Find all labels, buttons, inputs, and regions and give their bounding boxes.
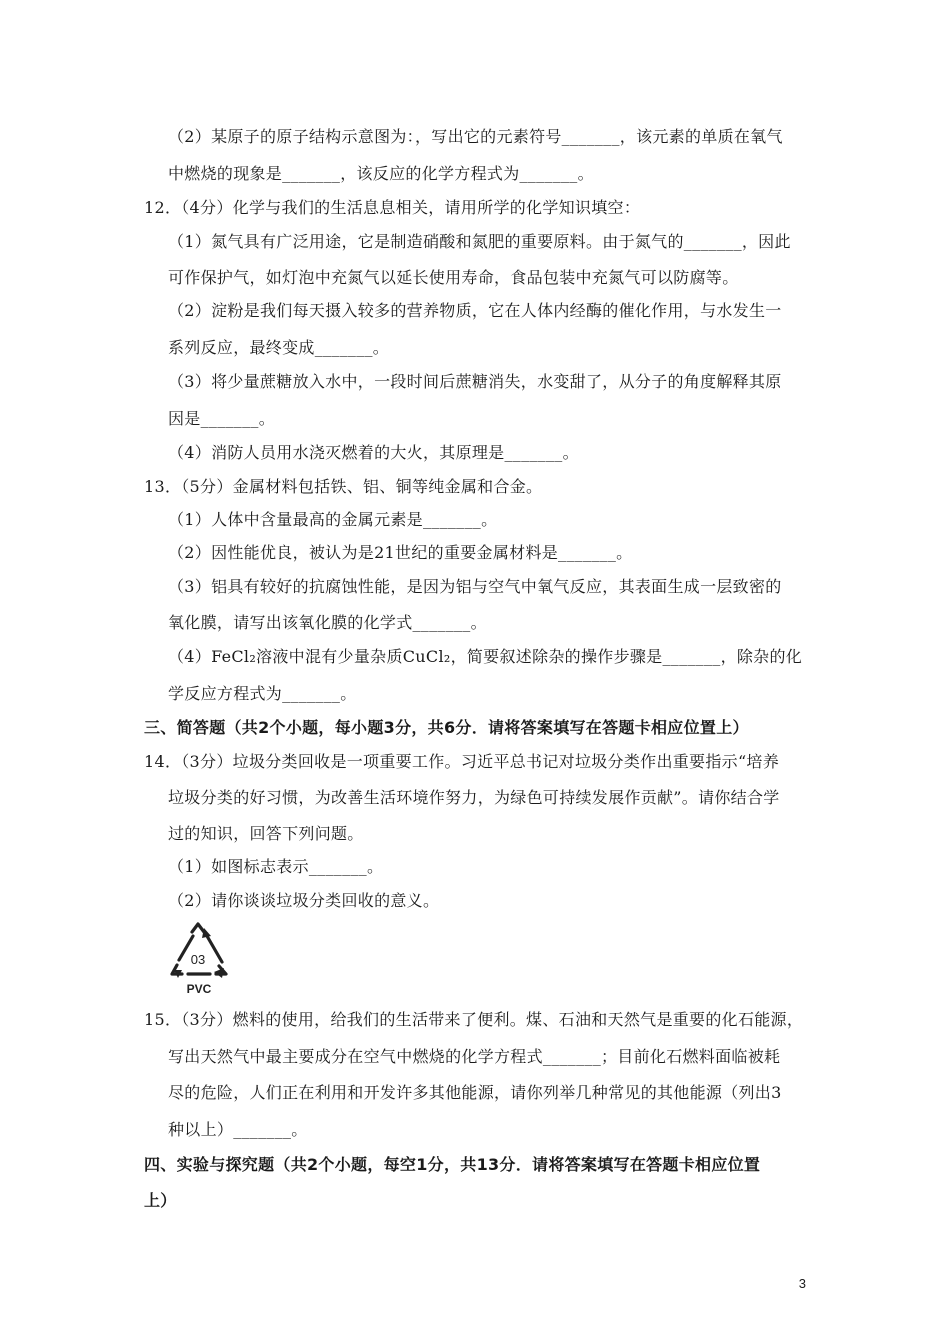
q12-stem: 12．（4分）化学与我们的生活息息相关，请用所学的化学知识填空： xyxy=(144,198,641,217)
q13-part3-line1: （3）铝具有较好的抗腐蚀性能，是因为铝与空气中氧气反应，其表面生成一层致密的 xyxy=(168,577,782,596)
q13-part3-line2: 氧化膜，请写出该氧化膜的化学式_______。 xyxy=(168,613,487,632)
q12-part1-line2: 可作保护气，如灯泡中充氮气以延长使用寿命，食品包装中充氮气可以防腐等。 xyxy=(168,268,739,287)
section-4-heading-line1: 四、实验与探究题（共2个小题，每空1分，共13分．请将答案填写在答题卡相应位置 xyxy=(144,1155,761,1174)
q12-part2-line1: （2）淀粉是我们每天摄入较多的营养物质，它在人体内经酶的催化作用，与水发生一 xyxy=(168,301,782,320)
q13-stem: 13．（5分）金属材料包括铁、铝、铜等纯金属和合金。 xyxy=(144,477,543,496)
q13-part1: （1）人体中含量最高的金属元素是_______。 xyxy=(168,510,498,529)
q12-part3-line1: （3）将少量蔗糖放入水中，一段时间后蔗糖消失，水变甜了，从分子的角度解释其原 xyxy=(168,372,782,391)
q14-stem-line3: 过的知识，回答下列问题。 xyxy=(168,824,364,843)
q11-part2-line2: 中燃烧的现象是_______，该反应的化学方程式为_______。 xyxy=(168,164,594,183)
q14-part1: （1）如图标志表示_______。 xyxy=(168,857,384,876)
q15-stem-line2: 写出天然气中最主要成分在空气中燃烧的化学方程式_______；目前化石燃料面临被耗 xyxy=(168,1047,781,1066)
q14-stem-line2: 垃圾分类的好习惯，为改善生活环境作努力，为绿色可持续发展作贡献”。请你结合学 xyxy=(168,788,780,807)
q13-part4-line2: 学反应方程式为_______。 xyxy=(168,684,357,703)
recycle-label: PVC xyxy=(186,982,212,996)
q13-part2: （2）因性能优良，被认为是21世纪的重要金属材料是_______。 xyxy=(168,543,633,562)
q14-stem-line1: 14．（3分）垃圾分类回收是一项重要工作。习近平总书记对垃圾分类作出重要指示“培养 xyxy=(144,752,780,771)
recycle-pvc-icon xyxy=(166,922,232,998)
q15-stem-line1: 15．（3分）燃料的使用，给我们的生活带来了便利。煤、石油和天然气是重要的化石能源， xyxy=(144,1010,804,1029)
q12-part4: （4）消防人员用水浇灭燃着的大火，其原理是_______。 xyxy=(168,443,579,462)
q12-part3-line2: 因是_______。 xyxy=(168,409,275,428)
q15-stem-line4: 种以上）_______。 xyxy=(168,1120,308,1139)
section-4-heading-line2: 上） xyxy=(144,1191,177,1210)
page-number: 3 xyxy=(798,1276,806,1291)
section-3-heading: 三、简答题（共2个小题，每小题3分，共6分．请将答案填写在答题卡相应位置上） xyxy=(144,718,749,737)
q13-part4-line1: （4）FeCl₂溶液中混有少量杂质CuCl₂，简要叙述除杂的操作步骤是_______，除杂的化 xyxy=(168,647,803,666)
q12-part1-line1: （1）氮气具有广泛用途，它是制造硝酸和氮肥的重要原料。由于氮气的_______，因此 xyxy=(168,232,791,251)
q12-part2-line2: 系列反应，最终变成_______。 xyxy=(168,338,390,357)
q11-part2-line1: （2）某原子的原子结构示意图为：，写出它的元素符号_______，该元素的单质在氧气 xyxy=(168,127,783,146)
recycle-number: 03 xyxy=(190,952,206,967)
q15-stem-line3: 尽的危险，人们正在利用和开发许多其他能源，请你列举几种常见的其他能源（列出3 xyxy=(168,1083,782,1102)
q14-part2: （2）请你谈谈垃圾分类回收的意义。 xyxy=(168,891,440,910)
